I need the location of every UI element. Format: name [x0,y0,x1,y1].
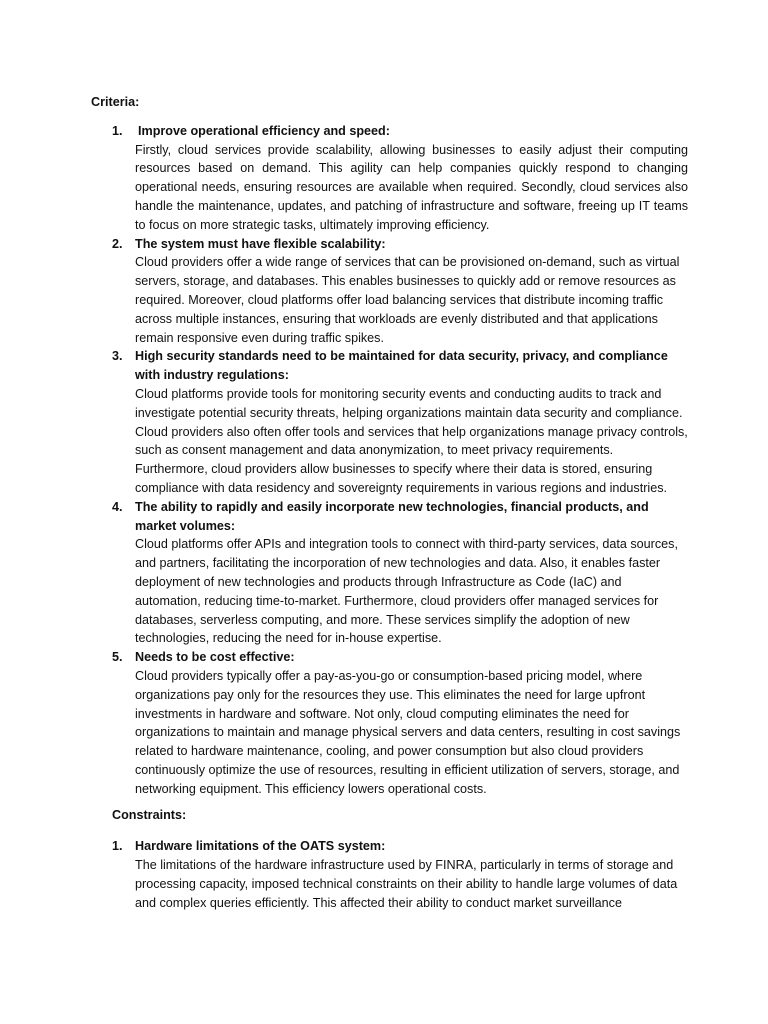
item-body: Firstly, cloud services provide scalability, allowing businesses to easily adjust their computing resources based on demand. This agility can help companies quickly respond to changing operational needs, ensuring resources are available when required. Secondly, cloud services also handle the maintenance, updates, and patching of infrastructure and software, freeing up IT teams to focus on more strategic tasks, ultimately improving efficiency. [135,142,688,232]
item-title: Needs to be cost effective: [135,650,295,665]
item-body: Cloud providers offer a wide range of services that can be provisioned on-demand, such as virtual servers, storage, and databases. This enables businesses to quickly add or remove resources as required. Moreover, cloud platforms offer load balancing services that distribute incoming traffic across multiple instances, ensuring that workloads are evenly distributed and that applications remain responsive even during traffic spikes. [135,255,680,345]
constraints-item [91,837,688,912]
criteria-heading: Criteria: [91,95,140,109]
criteria-item [91,347,688,497]
item-title: Improve operational efficiency and speed: [138,123,390,138]
item-body: Cloud platforms provide tools for monitoring security events and conducting audits to track and investigate potential security threats, helping organizations maintain data security and compliance. Cloud providers also often offer tools and services that help organizations manage privacy controls, such as consent management and data anonymization, to meet privacy requirements. Furthermore, cloud providers allow businesses to specify where their data is stored, ensuring compliance with data residency and sovereignty requirements in various regions and industries. [135,386,688,495]
item-body: Cloud providers typically offer a pay-as-you-go or consumption-based pricing model, where organizations pay only for the resources they use. This eliminates the need for large upfront investments in hardware and software. Not only, cloud computing eliminates the need for organizations to maintain and manage physical servers and data centers, resulting in cost savings related to hardware maintenance, cooling, and power consumption but also cloud providers continuously optimize the use of resources, resulting in efficient utilization of servers, storage, and networking equipment. This efficiency lowers operational costs. [135,668,681,796]
item-title: The ability to rapidly and easily incorporate new technologies, financial products, and market volumes: [135,499,649,533]
constraints-heading: Constraints: [112,808,187,823]
criteria-list [91,122,688,799]
criteria-item [91,648,688,798]
item-number: 1. [112,839,123,854]
item-title: The system must have flexible scalability: [135,236,386,251]
criteria-item [91,498,688,648]
item-body: Cloud platforms offer APIs and integration tools to connect with third-party services, data sources, and partners, facilitating the incorporation of new technologies and data. Also, it enables faster deployment of new technologies and products through Infrastructure as Code (IaC) and automation, reducing time-to-market. Furthermore, cloud providers offer managed services for databases, serverless computing, and more. These services simplify the adoption of new technologies, reducing the need for in-house expertise. [135,537,678,646]
item-title: High security standards need to be maintained for data security, privacy, and compliance with industry regulations: [135,349,668,383]
item-number: 4. [112,499,123,514]
criteria-item [91,122,688,235]
item-number: 3. [112,349,123,364]
item-number: 2. [112,236,123,251]
criteria-item [91,235,688,348]
item-number: 5. [112,650,123,665]
item-number: 1. [112,123,123,138]
item-title: Hardware limitations of the OATS system: [135,839,386,854]
constraints-list [91,837,688,912]
item-body: The limitations of the hardware infrastructure used by FINRA, particularly in terms of storage and processing capacity, imposed technical constraints on their ability to handle large volumes of data and complex queries efficiently. This affected their ability to conduct market surveillance [135,858,678,910]
